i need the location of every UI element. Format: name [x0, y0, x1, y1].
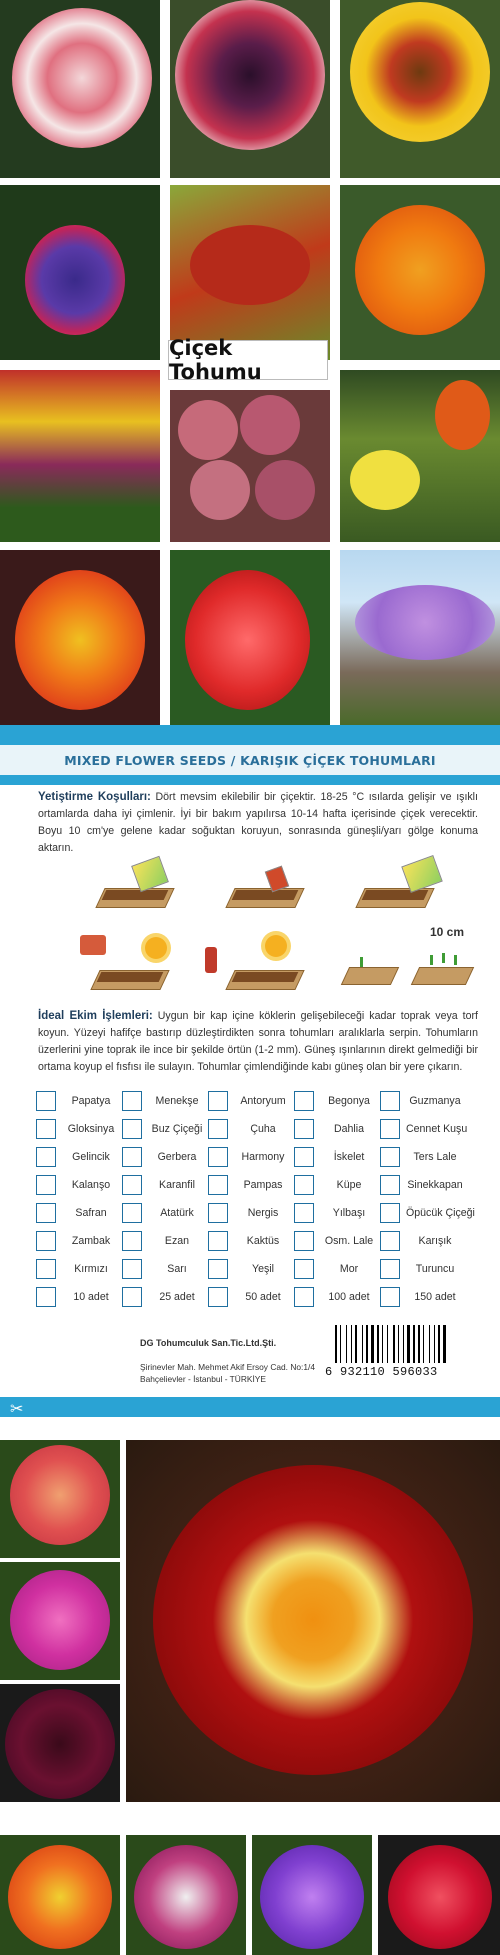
checkbox-label: Sarı	[167, 1263, 187, 1275]
checkbox-option[interactable]	[208, 1090, 292, 1112]
packet-banner-strip	[0, 745, 500, 775]
checkbox-option[interactable]	[208, 1258, 292, 1280]
title-label-box	[168, 336, 328, 384]
checkbox[interactable]	[36, 1287, 56, 1307]
photo-crown-imperial	[340, 370, 500, 542]
checkbox[interactable]	[294, 1259, 314, 1279]
checkbox[interactable]	[380, 1259, 400, 1279]
checkbox-label: Kırmızı	[74, 1263, 108, 1275]
checkbox-option[interactable]	[208, 1146, 292, 1168]
checkbox-option[interactable]	[380, 1286, 464, 1308]
photo-venus-flytrap	[170, 185, 330, 360]
checkbox-option[interactable]	[122, 1258, 206, 1280]
checkbox-label: Yılbaşı	[332, 1207, 366, 1219]
cut-line	[0, 1397, 500, 1417]
checkbox-label: Begonya	[328, 1095, 370, 1107]
checkbox-label: 10 adet	[73, 1291, 109, 1303]
scissors-icon: ✂	[10, 1401, 24, 1418]
checkbox-option[interactable]	[36, 1258, 120, 1280]
company-address-line2: Bahçelievler - İstanbul - TÜRKİYE	[140, 1374, 266, 1384]
checkbox[interactable]	[380, 1147, 400, 1167]
step-press-soil	[220, 860, 320, 920]
checkbox[interactable]	[122, 1119, 142, 1139]
photo-dahlia-yellow	[340, 0, 500, 178]
checkbox-option[interactable]	[36, 1286, 120, 1308]
checkbox-label: İskelet	[333, 1151, 365, 1163]
checkbox[interactable]	[294, 1091, 314, 1111]
checkbox-label: Menekşe	[155, 1095, 199, 1107]
checkbox-option[interactable]	[380, 1146, 464, 1168]
checkbox[interactable]	[380, 1091, 400, 1111]
photo-dahlia-magenta	[0, 1562, 120, 1680]
checkbox-option[interactable]	[208, 1230, 292, 1252]
photo-dahlia-orange	[0, 1835, 120, 1955]
photo-begonia	[0, 0, 160, 178]
checkbox-option[interactable]	[294, 1118, 378, 1140]
dahlia-photo-grid	[0, 1440, 500, 1955]
checkbox[interactable]	[122, 1147, 142, 1167]
barcode-number: 6 932110 596033	[325, 1365, 438, 1379]
checkbox-label: Ezan	[164, 1235, 190, 1247]
checkbox[interactable]	[380, 1119, 400, 1139]
checkbox-label: Safran	[75, 1207, 107, 1219]
photo-dahlia-coral	[0, 1440, 120, 1558]
checkbox-option[interactable]	[36, 1230, 120, 1252]
checkbox-label: Turuncu	[415, 1263, 455, 1275]
variety-checklist	[36, 1090, 481, 1320]
step-sunlight	[205, 935, 315, 995]
checkbox-option[interactable]	[122, 1230, 206, 1252]
checkbox-label: Atatürk	[160, 1207, 194, 1219]
checkbox-label: Mor	[339, 1263, 359, 1275]
checkbox-option[interactable]	[294, 1258, 378, 1280]
checkbox[interactable]	[380, 1175, 400, 1195]
step-sow-seeds	[350, 860, 460, 920]
checkbox-option[interactable]	[122, 1174, 206, 1196]
checkbox-label: Öpücük Çiçeği	[406, 1207, 475, 1219]
checkbox-label: Kalanşo	[71, 1179, 111, 1191]
checkbox-label: 100 adet	[328, 1291, 370, 1303]
checkbox[interactable]	[36, 1203, 56, 1223]
checkbox-label: Ters Lale	[413, 1151, 457, 1163]
checkbox[interactable]	[208, 1147, 228, 1167]
checkbox-option[interactable]	[36, 1090, 120, 1112]
photo-dahlia-purple	[252, 1835, 372, 1955]
checkbox[interactable]	[294, 1119, 314, 1139]
checkbox-label: Cennet Kuşu	[406, 1123, 468, 1135]
checkbox-option[interactable]	[294, 1230, 378, 1252]
checkbox-label: Buz Çiçeği	[151, 1123, 203, 1135]
checkbox-option[interactable]	[122, 1118, 206, 1140]
checkbox[interactable]	[122, 1231, 142, 1251]
checkbox-label: 25 adet	[159, 1291, 195, 1303]
checkbox[interactable]	[208, 1231, 228, 1251]
checkbox[interactable]	[122, 1259, 142, 1279]
checkbox-option[interactable]	[380, 1090, 464, 1112]
checkbox-label: Küpe	[336, 1179, 362, 1191]
checkbox-label: Osm. Lale	[324, 1235, 374, 1247]
photo-gloxinia	[170, 0, 330, 178]
checkbox-option[interactable]	[36, 1146, 120, 1168]
checkbox-option[interactable]	[380, 1202, 475, 1224]
checkbox-label: Karışık	[418, 1235, 452, 1247]
checkbox-label: Kaktüs	[246, 1235, 280, 1247]
checkbox[interactable]	[380, 1203, 400, 1223]
checkbox-option[interactable]	[380, 1230, 464, 1252]
sowing-steps-illustration	[70, 840, 470, 1000]
checkbox[interactable]	[36, 1259, 56, 1279]
checkbox-option[interactable]	[208, 1286, 292, 1308]
checkbox[interactable]	[36, 1091, 56, 1111]
checkbox-option[interactable]	[294, 1146, 378, 1168]
checkbox[interactable]	[122, 1091, 142, 1111]
seed-packet	[0, 725, 500, 1440]
company-address-line1: Şirinevler Mah. Mehmet Akif Ersoy Cad. No:1/4	[140, 1362, 316, 1372]
checkbox-label: Nergis	[247, 1207, 279, 1219]
ten-cm-label: 10 cm	[430, 925, 465, 939]
checkbox-label: Pampas	[243, 1179, 283, 1191]
checkbox[interactable]	[208, 1259, 228, 1279]
checkbox-option[interactable]	[36, 1118, 120, 1140]
checkbox[interactable]	[208, 1203, 228, 1223]
checkbox[interactable]	[122, 1287, 142, 1307]
photo-pampas-grass	[340, 550, 500, 725]
checkbox-option[interactable]	[208, 1174, 292, 1196]
photo-living-stones	[170, 390, 330, 542]
company-info	[140, 1337, 315, 1385]
checkbox[interactable]	[36, 1231, 56, 1251]
checkbox-label: Zambak	[71, 1235, 111, 1247]
checkbox-label: 50 adet	[245, 1291, 281, 1303]
growing-text: Dört mevsim ekilebilir bir çiçektir. 18-25 °C ısılarda gelişir ve ışıklı ortamlarda daha iyi çimlenir. İyi bir bakım yapılırsa 10-14 hafta içerisinde çiçek verecektir. Boyu 10 cm'ye gelene kadar soğuktan koruyun, sonrasında güneşli/yarı gölge konuma aktarın.	[38, 791, 478, 854]
photo-tulips	[0, 370, 160, 542]
checkbox[interactable]	[122, 1175, 142, 1195]
photo-fuchsia	[0, 185, 160, 360]
checkbox[interactable]	[380, 1287, 400, 1307]
growing-heading: Yetiştirme Koşulları:	[38, 791, 151, 803]
checkbox-label: Çuha	[250, 1123, 276, 1135]
checkbox[interactable]	[36, 1175, 56, 1195]
checkbox[interactable]	[294, 1175, 314, 1195]
checkbox[interactable]	[294, 1147, 314, 1167]
ideal-sowing	[38, 1008, 478, 1076]
checkbox[interactable]	[294, 1203, 314, 1223]
checkbox-label: 150 adet	[414, 1291, 456, 1303]
photo-dahlia-large	[126, 1440, 500, 1802]
checkbox[interactable]	[208, 1175, 228, 1195]
checkbox-label: Harmony	[241, 1151, 285, 1163]
photo-guzmania	[0, 550, 160, 725]
checkbox-label: Gloksinya	[67, 1123, 115, 1135]
checkbox-option[interactable]	[208, 1118, 292, 1140]
checkbox-option[interactable]	[36, 1202, 120, 1224]
checkbox-option[interactable]	[380, 1118, 468, 1140]
checkbox-option[interactable]	[294, 1174, 378, 1196]
checkbox-option[interactable]	[122, 1146, 206, 1168]
checkbox-label: Gerbera	[157, 1151, 197, 1163]
checkbox-label: Guzmanya	[409, 1095, 461, 1107]
sowing-text: Uygun bir kap içine köklerin gelişebileceği kadar toprak veya torf koyun. Yüzeyi hafifçe bastırıp düzleştirdikten sonra tohumları aralıklarla serpin. Tohumların üzerlerini yine toprak ile ince bir şekilde örtün (1-2 mm). Güneş ışınlarının direkt gelmediği bir ortama koyup el fısfısı ile sulayın. Tohumlar çimlendiğinde kabı güneş olan bir yere çıkarın.	[38, 1010, 478, 1073]
photo-dahlia-white-purple	[126, 1835, 246, 1955]
checkbox-label: Yeşil	[252, 1263, 274, 1275]
checkbox-label: Papatya	[71, 1095, 111, 1107]
checkbox-option[interactable]	[208, 1202, 292, 1224]
packet-title: MIXED FLOWER SEEDS / KARIŞIK ÇİÇEK TOHUMLARI	[64, 752, 436, 768]
checkbox-option[interactable]	[294, 1090, 378, 1112]
checkbox-option[interactable]	[294, 1202, 378, 1224]
checkbox[interactable]	[294, 1287, 314, 1307]
checkbox[interactable]	[208, 1091, 228, 1111]
flower-photo-grid	[0, 0, 500, 725]
barcode	[335, 1325, 465, 1363]
checkbox[interactable]	[208, 1287, 228, 1307]
checkbox-label: Gelincik	[72, 1151, 110, 1163]
checkbox-option[interactable]	[36, 1174, 120, 1196]
checkbox[interactable]	[122, 1203, 142, 1223]
checkbox-label: Dahlia	[333, 1123, 365, 1135]
checkbox[interactable]	[36, 1147, 56, 1167]
checkbox-option[interactable]	[122, 1202, 206, 1224]
checkbox[interactable]	[208, 1119, 228, 1139]
sowing-heading: İdeal Ekim İşlemleri:	[38, 1010, 153, 1022]
step-fill-soil	[90, 860, 190, 920]
checkbox[interactable]	[294, 1231, 314, 1251]
checkbox[interactable]	[380, 1231, 400, 1251]
checkbox-option[interactable]	[122, 1090, 206, 1112]
checkbox-label: Antoryum	[240, 1095, 286, 1107]
photo-dahlia-red	[378, 1835, 500, 1955]
title-label: Çiçek Tohumu	[169, 336, 262, 384]
checkbox-option[interactable]	[294, 1286, 378, 1308]
checkbox-label: Karanfil	[159, 1179, 195, 1191]
photo-dahlia-burgundy	[0, 1684, 120, 1802]
checkbox[interactable]	[36, 1119, 56, 1139]
checkbox-option[interactable]	[380, 1258, 464, 1280]
checkbox-option[interactable]	[380, 1174, 464, 1196]
photo-lily-orange	[340, 185, 500, 360]
company-name: DG Tohumculuk San.Tic.Ltd.Şti.	[140, 1338, 277, 1348]
step-transplant	[330, 925, 480, 995]
step-water	[70, 935, 180, 995]
checkbox-option[interactable]	[122, 1286, 206, 1308]
checkbox-label: Sinekkapan	[407, 1179, 463, 1191]
photo-anthurium	[170, 550, 330, 725]
